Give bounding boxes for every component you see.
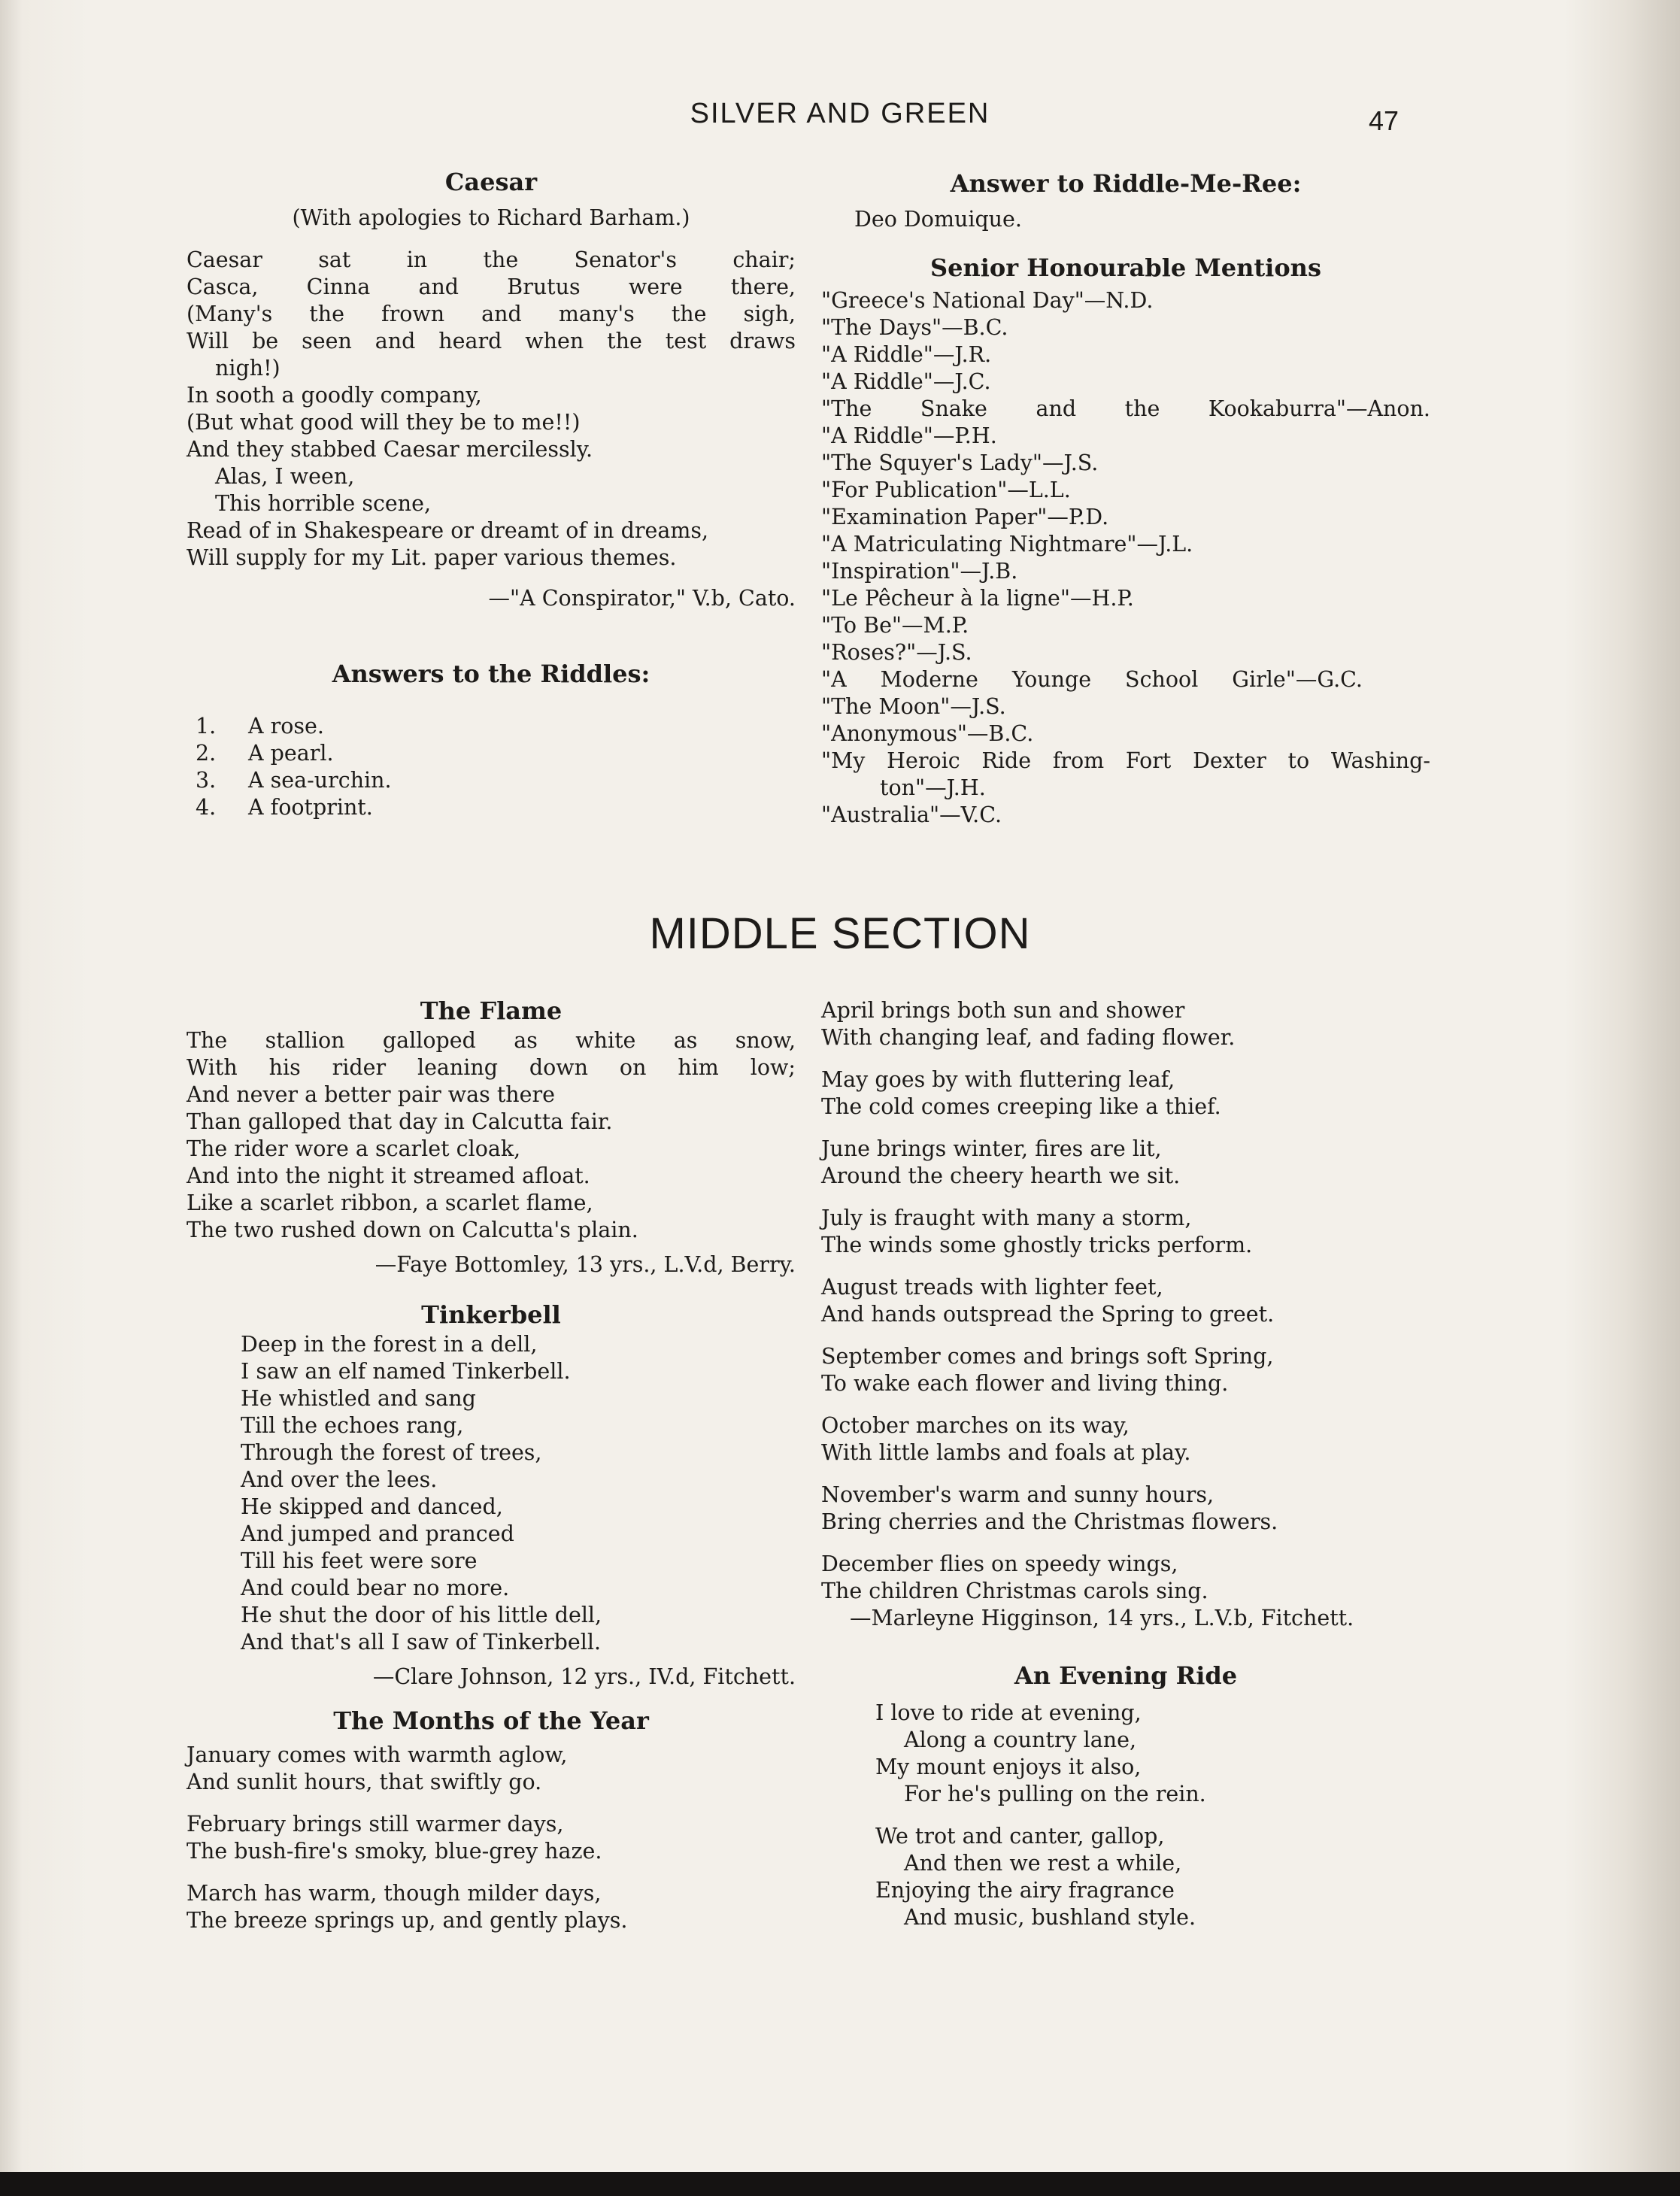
poem-line: He skipped and danced, (241, 1494, 503, 1519)
poem-line: I love to ride at evening, (875, 1700, 1142, 1725)
page-number: 47 (1369, 105, 1399, 136)
poem-line: We trot and canter, gallop, (875, 1824, 1165, 1849)
poem-line: Till the echoes rang, (241, 1413, 464, 1438)
poem-line: Bring cherries and the Christmas flowers. (821, 1509, 1278, 1534)
poem-line: (Many's the frown and many's the sigh, (186, 302, 796, 326)
right-lower-column (821, 997, 1430, 1931)
poem-line: This horrible scene, (215, 491, 432, 516)
poem-line: The winds some ghostly tricks perform. (821, 1233, 1253, 1257)
poem-line: February brings still warmer days, (186, 1812, 564, 1837)
caesar-byline: —"A Conspirator," V.b, Cato. (488, 586, 796, 611)
riddle-answer-text: Deo Domuique. (854, 207, 1022, 232)
evening-title: An Evening Ride (1014, 1661, 1238, 1690)
poem-line: And then we rest a while, (904, 1851, 1182, 1876)
list-item: "The Squyer's Lady"—J.S. (821, 450, 1099, 475)
poem-line: And hands outspread the Spring to greet. (821, 1302, 1275, 1327)
poem-line: The children Christmas carols sing. (821, 1579, 1208, 1603)
poem-line: Deep in the forest in a dell, (241, 1332, 538, 1357)
right-upper-column (821, 167, 1430, 829)
poem-line: With his rider leaning down on him low; (186, 1055, 796, 1080)
poem-line: November's warm and sunny hours, (821, 1482, 1215, 1507)
poem-line: Will be seen and heard when the test draws (186, 329, 796, 353)
poem-line: For he's pulling on the rein. (904, 1782, 1206, 1806)
list-number: 1. (196, 714, 217, 739)
riddle-answer-title: Answer to Riddle-Me-Ree: (950, 169, 1302, 198)
poem-line: Read of in Shakespeare or dreamt of in dreams, (186, 518, 709, 543)
section-title: MIDDLE SECTION (649, 909, 1031, 958)
list-item: "A Matriculating Nightmare"—J.L. (821, 532, 1193, 557)
poem-line: To wake each flower and living thing. (821, 1371, 1229, 1396)
poem-line: September comes and brings soft Spring, (821, 1344, 1274, 1369)
poem-line: And they stabbed Caesar mercilessly. (186, 437, 593, 462)
list-item: "The Days"—B.C. (821, 315, 1008, 340)
poem-line: Will supply for my Lit. paper various themes. (186, 545, 677, 570)
list-item: "A Riddle"—J.C. (821, 369, 991, 394)
poem-line: The cold comes creeping like a thief. (821, 1094, 1221, 1119)
list-item: "Anonymous"—B.C. (821, 721, 1034, 746)
poem-line: And over the lees. (241, 1467, 438, 1492)
left-upper-column (186, 165, 796, 821)
list-item: ton"—J.H. (880, 775, 986, 800)
poem-line: Alas, I ween, (215, 464, 355, 489)
list-item: "Roses?"—J.S. (821, 640, 972, 665)
caesar-title: Caesar (444, 168, 538, 196)
poem-line: Like a scarlet ribbon, a scarlet flame, (186, 1191, 593, 1215)
list-text: A pearl. (248, 741, 334, 766)
poem-line: June brings winter, fires are lit, (821, 1136, 1162, 1161)
list-item: "Inspiration"—J.B. (821, 559, 1018, 584)
tinkerbell-byline: —Clare Johnson, 12 yrs., IV.d, Fitchett. (372, 1664, 796, 1689)
poem-line: October marches on its way, (821, 1413, 1130, 1438)
poem-line: The bush-fire's smoky, blue-grey haze. (186, 1839, 602, 1864)
list-item: "Australia"—V.C. (821, 802, 1002, 827)
poem-line: With changing leaf, and fading flower. (821, 1025, 1236, 1050)
poem-line: August treads with lighter feet, (821, 1275, 1163, 1300)
list-item: "A Moderne Younge School Girle"—G.C. (821, 667, 1363, 692)
list-number: 3. (196, 768, 217, 793)
list-item: "To Be"—M.P. (821, 613, 969, 638)
poem-line: And into the night it streamed afloat. (186, 1163, 590, 1188)
poem-line: (But what good will they be to me!!) (186, 410, 581, 435)
poem-line: I saw an elf named Tinkerbell. (241, 1359, 571, 1384)
poem-line: Till his feet were sore (241, 1548, 478, 1573)
poem-line: Caesar sat in the Senator's chair; (186, 247, 796, 272)
poem-line: And sunlit hours, that swiftly go. (186, 1770, 542, 1794)
poem-line: The rider wore a scarlet cloak, (186, 1136, 521, 1161)
list-text: A rose. (248, 714, 324, 739)
answers-title: Answers to the Riddles: (332, 660, 650, 688)
list-item: "A Riddle"—J.R. (821, 342, 992, 367)
tinkerbell-title: Tinkerbell (421, 1300, 561, 1329)
poem-line: And that's all I saw of Tinkerbell. (241, 1630, 602, 1655)
months-byline: —Marleyne Higginson, 14 yrs., L.V.b, Fitchett. (850, 1606, 1354, 1630)
poem-line: Around the cheery hearth we sit. (821, 1163, 1181, 1188)
poem-line: In sooth a goodly company, (186, 383, 482, 408)
left-lower-column (186, 994, 796, 1934)
list-item: "A Riddle"—P.H. (821, 423, 997, 448)
poem-line: And jumped and pranced (241, 1521, 514, 1546)
poem-line: Than galloped that day in Calcutta fair. (186, 1109, 613, 1134)
poem-line: And never a better pair was there (186, 1082, 555, 1107)
flame-byline: —Faye Bottomley, 13 yrs., L.V.d, Berry. (375, 1252, 796, 1277)
poem-line: nigh!) (215, 356, 281, 381)
poem-line: And could bear no more. (241, 1576, 510, 1600)
list-item (186, 794, 796, 821)
list-text: A sea-urchin. (248, 768, 392, 793)
list-item: "Le Pêcheur à la ligne"—H.P. (821, 586, 1134, 611)
poem-line: April brings both sun and shower (821, 998, 1185, 1023)
list-item: "The Moon"—J.S. (821, 694, 1006, 719)
poem-line: The stallion galloped as white as snow, (186, 1028, 796, 1053)
poem-line: July is fraught with many a storm, (821, 1206, 1192, 1230)
list-item: "Examination Paper"—P.D. (821, 505, 1109, 529)
flame-title: The Flame (420, 996, 563, 1025)
poem-line: May goes by with fluttering leaf, (821, 1067, 1175, 1092)
poem-line: January comes with warmth aglow, (186, 1743, 568, 1767)
poem-line: He whistled and sang (241, 1386, 476, 1411)
list-text: A footprint. (248, 795, 373, 820)
list-item: "The Snake and the Kookaburra"—Anon. (821, 396, 1430, 421)
list-item (186, 767, 796, 794)
list-number: 4. (196, 795, 217, 820)
poem-line: Along a country lane, (904, 1727, 1137, 1752)
poem-line: He shut the door of his little dell, (241, 1603, 602, 1627)
list-item (186, 713, 796, 740)
poem-line: March has warm, though milder days, (186, 1881, 602, 1906)
poem-line: Casca, Cinna and Brutus were there, (186, 274, 796, 299)
list-number: 2. (196, 741, 217, 766)
poem-line: The two rushed down on Calcutta's plain. (186, 1218, 638, 1242)
poem-line: The breeze springs up, and gently plays. (186, 1908, 628, 1933)
caesar-subtitle: (With apologies to Richard Barham.) (292, 205, 690, 230)
list-item: "My Heroic Ride from Fort Dexter to Washing- (821, 748, 1430, 773)
scan-bottom-edge (0, 2172, 1680, 2196)
list-item (186, 740, 796, 767)
poem-line: My mount enjoys it also, (875, 1755, 1142, 1779)
list-item: "For Publication"—L.L. (821, 478, 1071, 502)
running-head: SILVER AND GREEN (690, 98, 990, 129)
poem-line: Enjoying the airy fragrance (875, 1878, 1175, 1903)
poem-line: Through the forest of trees, (241, 1440, 542, 1465)
poem-line: December flies on speedy wings, (821, 1551, 1178, 1576)
poem-line: With little lambs and foals at play. (821, 1440, 1191, 1465)
months-title: The Months of the Year (333, 1706, 649, 1735)
list-item: "Greece's National Day"—N.D. (821, 288, 1154, 313)
mentions-title: Senior Honourable Mentions (930, 253, 1321, 282)
poem-line: And music, bushland style. (904, 1905, 1196, 1930)
